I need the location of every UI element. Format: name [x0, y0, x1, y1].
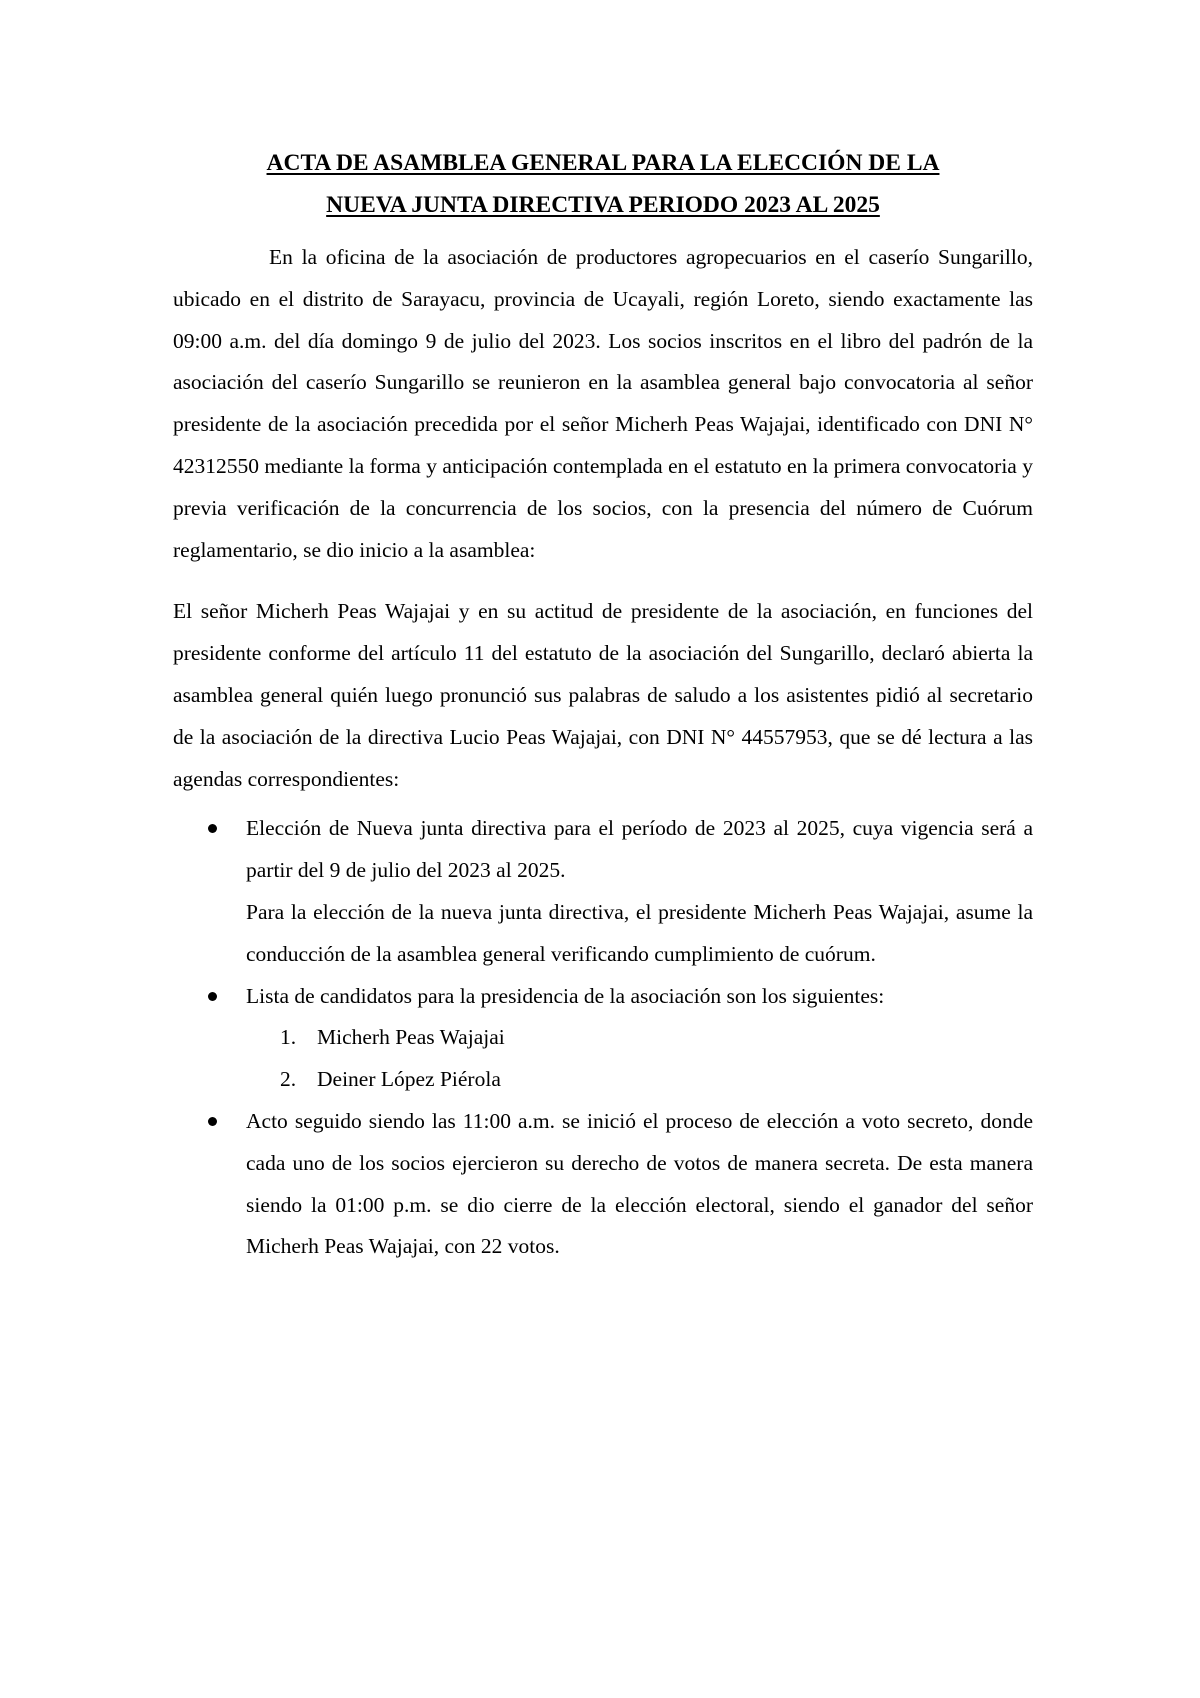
bullet-dot-icon — [208, 992, 217, 1001]
agenda-item-voting — [173, 1101, 1033, 1268]
agenda-item-candidates — [173, 976, 1033, 1101]
candidate-number: 2. — [280, 1067, 297, 1092]
agenda-item-text: Elección de Nueva junta directiva para el período de 2023 al 2025, cuya vigencia será a partir del 9 de julio del 2023 al 2025. — [246, 816, 1033, 883]
title-line-1: ACTA DE ASAMBLEA GENERAL PARA LA ELECCIÓN DE LA — [266, 150, 940, 176]
candidate-item — [246, 1059, 1033, 1101]
agenda-item-election — [173, 808, 1033, 975]
bullet-dot-icon — [208, 1117, 217, 1126]
candidate-item — [246, 1017, 1033, 1059]
second-paragraph: El señor Micherh Peas Wajajai y en su actitud de presidente de la asociación, en funciones del presidente conforme del artículo 11 del estatuto de la asociación del Sungarillo, declaró abierta la asamblea general quién luego pronunció sus palabras de saludo a los asistentes pidió al secretario de la asociación de la directiva Lucio Peas Wajajai, con DNI N° 44557953, que se dé lectura a las agendas correspondientes: — [173, 599, 1033, 791]
agenda-item-subtext: Para la elección de la nueva junta directiva, el presidente Micherh Peas Wajajai, asume la conducción de la asamblea general verificando cumplimiento de cuórum. — [246, 899, 1033, 966]
candidate-list — [246, 1017, 1033, 1101]
agenda-item-text: Lista de candidatos para la presidencia de la asociación son los siguientes: — [246, 983, 885, 1008]
document-page — [173, 142, 1033, 1268]
title-line-2: NUEVA JUNTA DIRECTIVA PERIODO 2023 AL 2025 — [326, 192, 880, 218]
bullet-dot-icon — [208, 824, 217, 833]
document-title — [173, 142, 1033, 226]
agenda-item-text: Acto seguido siendo las 11:00 a.m. se inició el proceso de elección a voto secreto, donde cada uno de los socios ejercieron su derecho de votos de manera secreta. De esta manera siendo la 01:00 p.m. se dio cierre de la elección electoral, siendo el ganador del señor Micherh Peas Wajajai, con 22 votos. — [246, 1108, 1033, 1259]
candidate-number: 1. — [280, 1025, 297, 1050]
intro-paragraph: En la oficina de la asociación de productores agropecuarios en el caserío Sungarillo, ubicado en el distrito de Sarayacu, provincia de Ucayali, región Loreto, siendo exactamente las 09:00 a.m. del día domingo 9 de julio del 2023. Los socios inscritos en el libro del padrón de la asociación del caserío Sungarillo se reunieron en la asamblea general bajo convocatoria al señor presidente de la asociación precedida por el señor Micherh Peas Wajajai, identificado con DNI N° 42312550 mediante la forma y anticipación contemplada en el estatuto en la primera convocatoria y previa verificación de la concurrencia de los socios, con la presencia del número de Cuórum reglamentario, se dio inicio a la asamblea: — [173, 245, 1033, 562]
candidate-name: Micherh Peas Wajajai — [317, 1025, 505, 1050]
candidate-name: Deiner López Piérola — [317, 1067, 501, 1092]
agenda-list — [173, 808, 1033, 1268]
